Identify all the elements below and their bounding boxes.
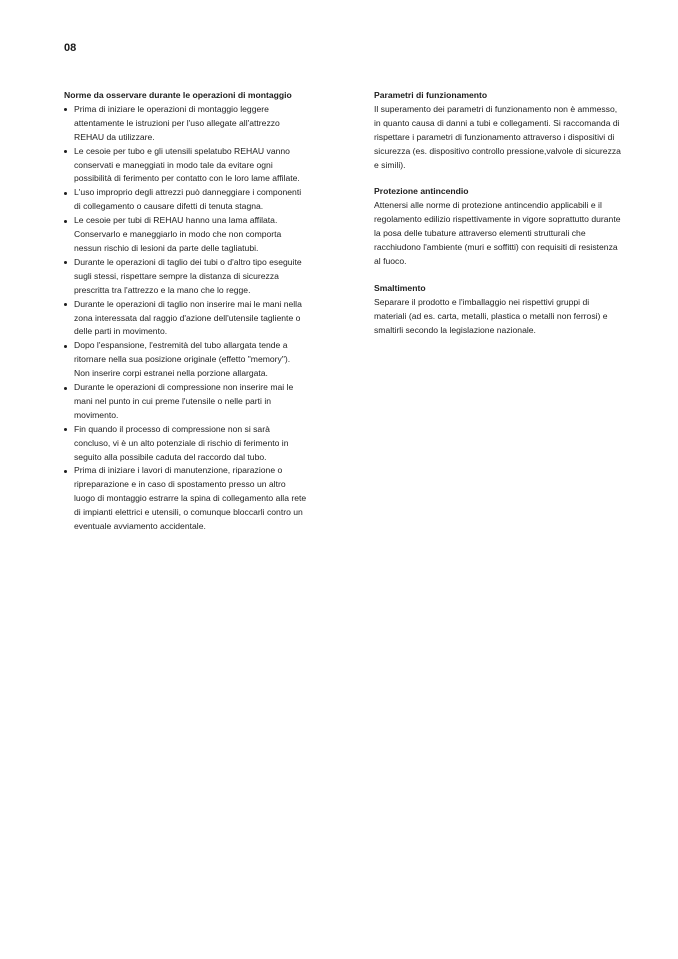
section-text: Separare il prodotto e l'imballaggio nei rispettivi gruppi di materiali (ad es. carta, metalli, plastica o metalli non ferrosi) e smaltirli secondo la legislazione nazionale. (374, 296, 608, 335)
list-item: L'uso improprio degli attrezzi può danneggiare i componenti di collegamento o causare difetti di tenuta stagna. (64, 186, 308, 214)
assembly-rules-heading: Norme da osservare durante le operazioni di montaggio (64, 90, 292, 100)
list-item: Le cesoie per tubo e gli utensili spelatubo REHAU vanno conservati e maneggiati in modo tale da evitare ogni possibilità di ferimento per contatto con le loro lame affilate. (64, 145, 308, 187)
list-item: Durante le operazioni di taglio dei tubi o d'altro tipo eseguite sugli stessi, rispettare sempre la distanza di sicurezza prescritta tra l'attrezzo e la mano che lo regge. (64, 256, 308, 298)
list-item: Durante le operazioni di taglio non inserire mai le mani nella zona interessata dal raggio d'azione dell'utensile tagliente o delle parti in movimento. (64, 298, 308, 340)
section-heading: Smaltimento (374, 282, 426, 293)
operating-parameters-section (374, 89, 622, 172)
disposal-section (374, 282, 622, 338)
section-heading: Protezione antincendio (374, 186, 469, 197)
right-column (374, 89, 622, 351)
section-heading: Parametri di funzionamento (374, 90, 488, 100)
list-item: Dopo l'espansione, l'estremità del tubo allargata tende a ritornare nella sua posizione originale (effetto "memory"). Non inserire corpi estranei nella porzione allargata. (64, 339, 308, 381)
fire-protection-section (374, 185, 622, 268)
left-column (64, 89, 308, 534)
list-item: Fin quando il processo di compressione non si sarà concluso, vi è un alto potenziale di rischio di ferimento in seguito alla possibile caduta del raccordo dal tubo. (64, 423, 308, 465)
assembly-rules-list (64, 103, 308, 534)
list-item: Durante le operazioni di compressione non inserire mai le mani nel punto in cui preme l'utensile o nelle parti in movimento. (64, 381, 308, 423)
list-item: Prima di iniziare i lavori di manutenzione, riparazione o ripreparazione e in caso di spostamento presso un altro luogo di montaggio estrarre la spina di collegamento alla rete di impianti elettrici e utensili, o comunque bloccarli contro un eventuale avviamento accidentale. (64, 464, 308, 534)
list-item: Prima di iniziare le operazioni di montaggio leggere attentamente le istruzioni per l'uso allegate all'attrezzo REHAU da utilizzare. (64, 103, 308, 145)
section-text: Il superamento dei parametri di funzionamento non è ammesso, in quanto causa di danni a tubi e collegamenti. Si raccomanda di rispettare i parametri di funzionamento attraverso i dispositivi di sicurezza (es. dispositivo controllo pressione,valvole di sicurezza e simili). (374, 103, 621, 170)
section-text: Attenersi alle norme di protezione antincendio applicabili e il regolamento edilizio rispettivamente in vigore soprattutto durante la posa delle tubature attraverso elementi strutturali che racchiudono l'ambiente (muri e soffitti) con requisiti di resistenza al fuoco. (374, 200, 621, 266)
page-number: 08 (64, 42, 77, 54)
list-item: Le cesoie per tubi di REHAU hanno una lama affilata. Conservarlo e maneggiarlo in modo che non comporta nessun rischio di lesioni da parte delle tagliatubi. (64, 214, 308, 256)
